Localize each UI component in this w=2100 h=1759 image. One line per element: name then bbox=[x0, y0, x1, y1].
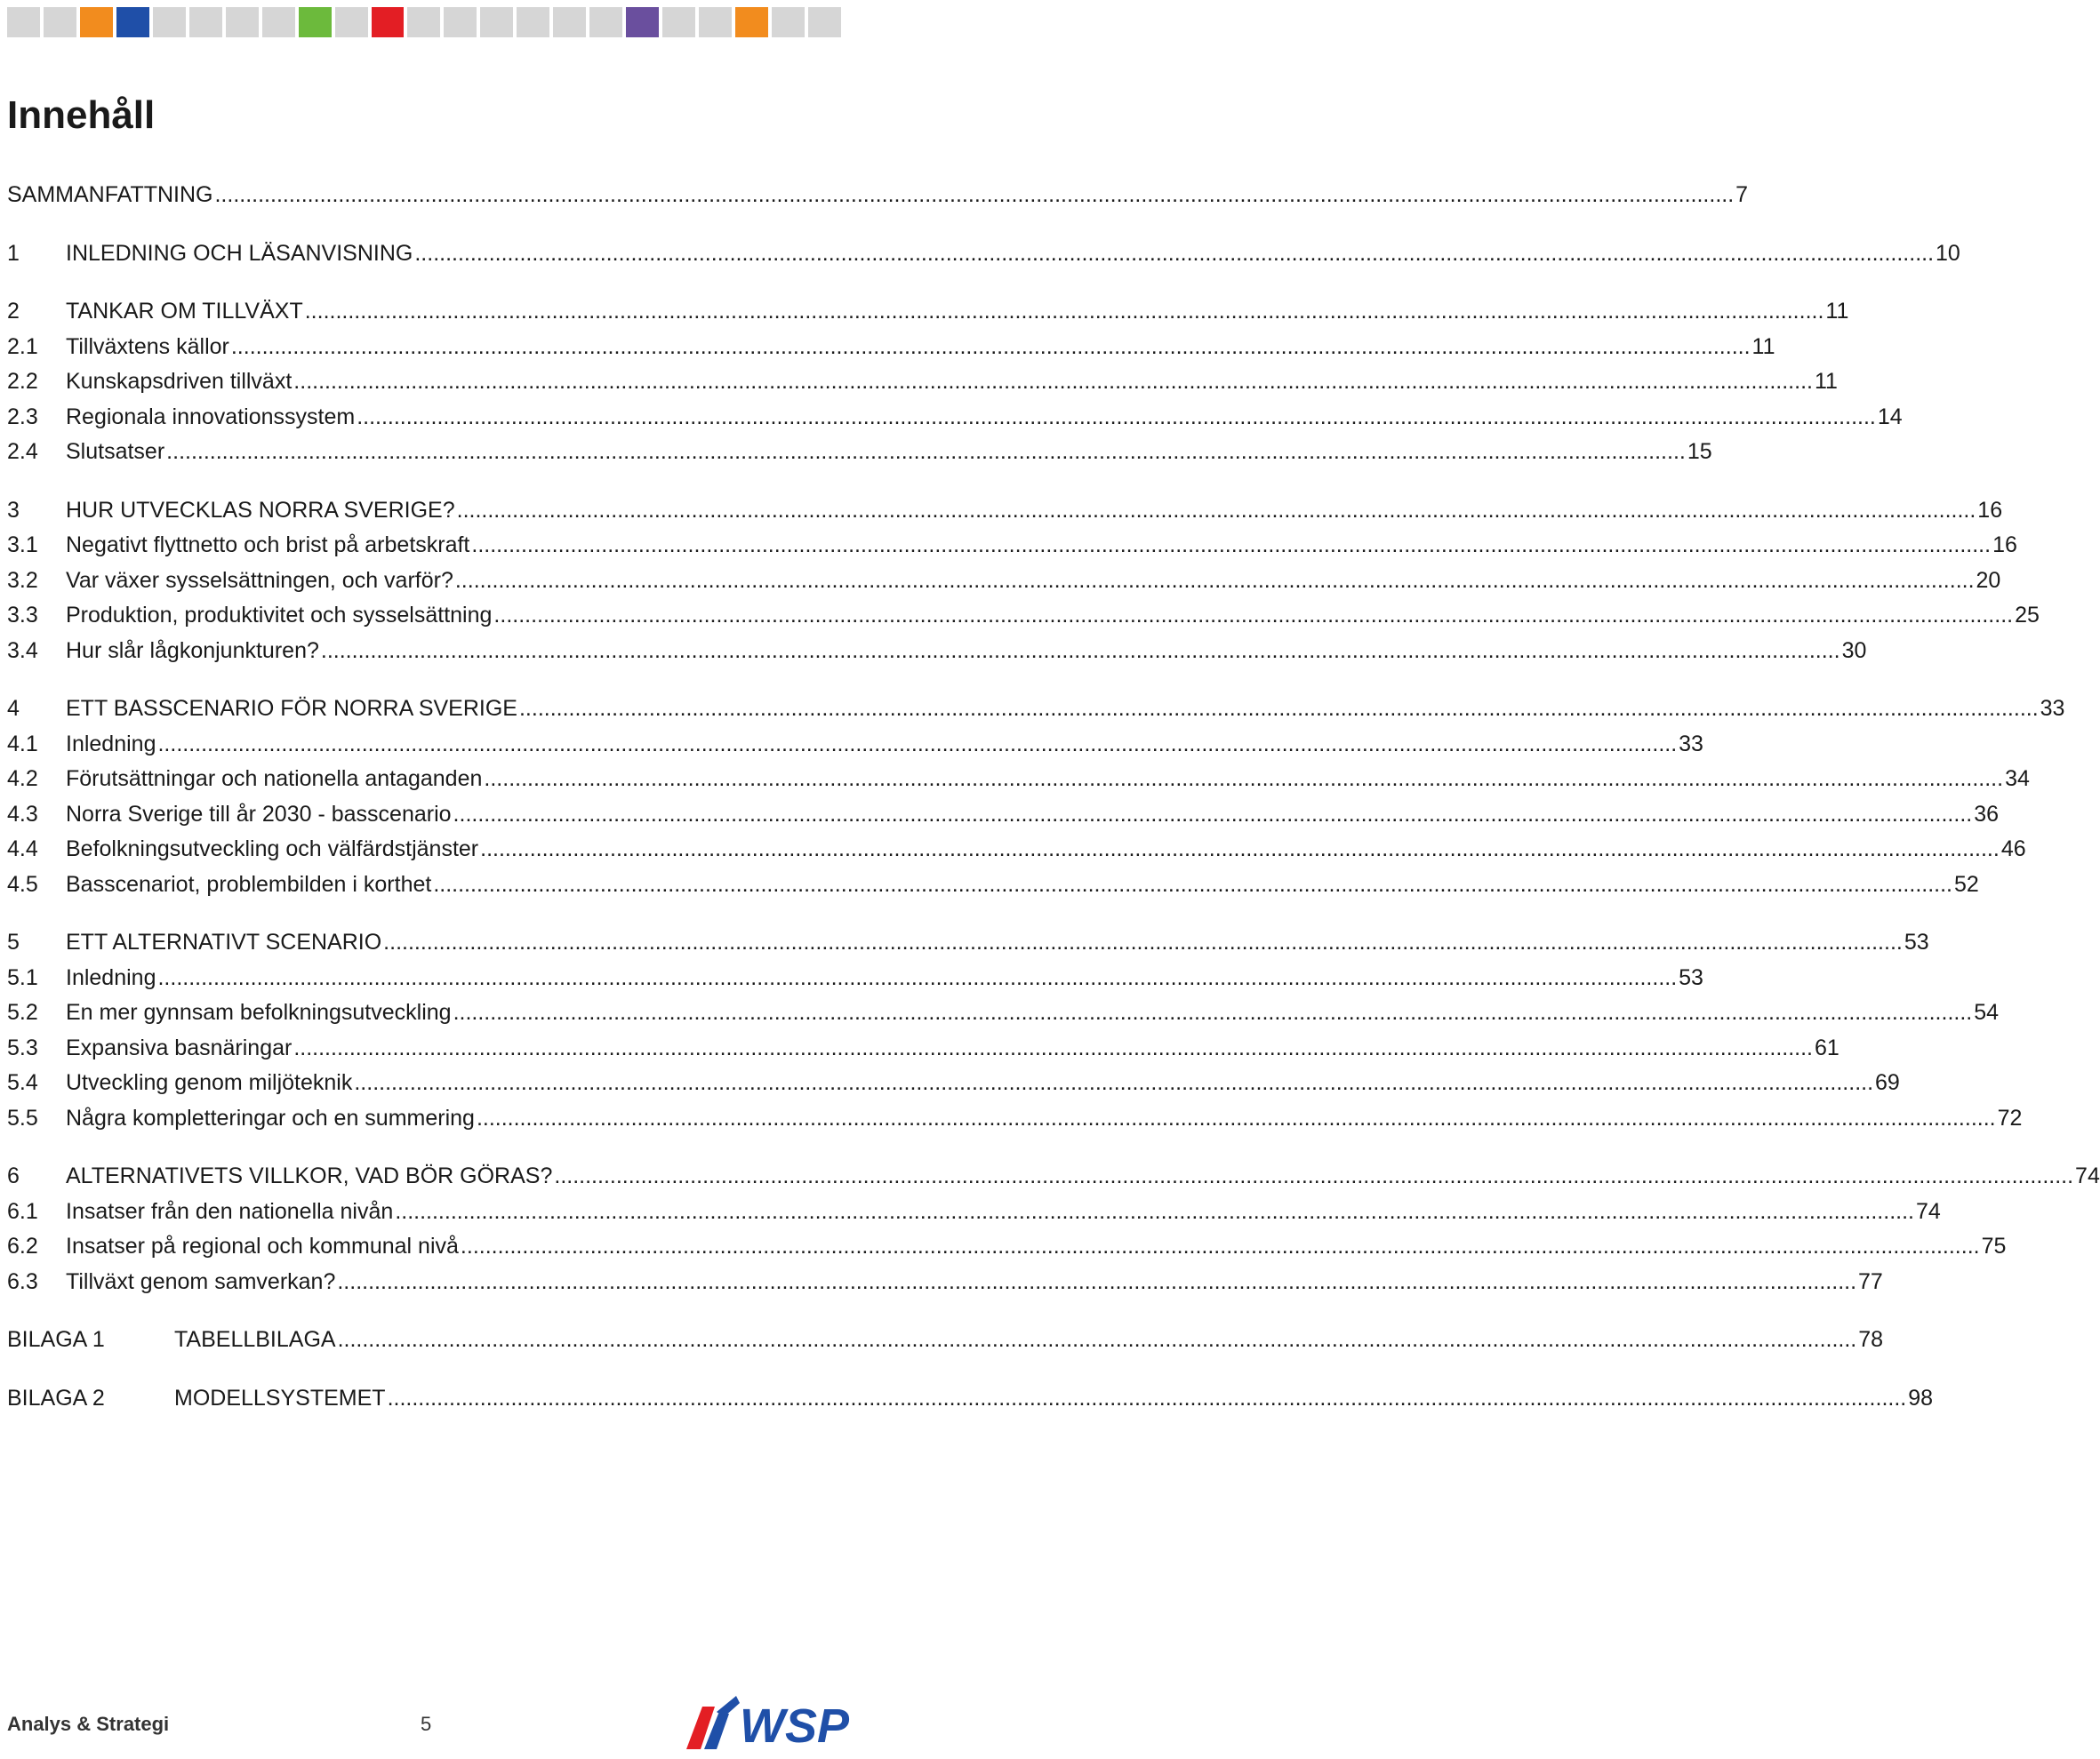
toc-entry-page: 25 bbox=[2015, 603, 2040, 628]
stripe-segment bbox=[553, 7, 586, 37]
toc-entry[interactable] bbox=[7, 493, 2003, 529]
toc-entry[interactable] bbox=[7, 178, 1749, 213]
toc-entry-number: 5.3 bbox=[7, 1035, 38, 1060]
toc-entry-page: 74 bbox=[1915, 1198, 1941, 1224]
toc-entry[interactable] bbox=[7, 797, 2000, 833]
dot-leader bbox=[383, 925, 1903, 961]
toc-entry[interactable] bbox=[7, 400, 1903, 436]
toc-entry-number: 2.1 bbox=[7, 333, 38, 359]
stripe-segment bbox=[407, 7, 440, 37]
toc-entry-label: Förutsättningar och nationella antaganden bbox=[66, 766, 483, 791]
toc-entry[interactable] bbox=[7, 1101, 2023, 1137]
toc-entry[interactable] bbox=[7, 1195, 1941, 1230]
toc-entry-number: 1 bbox=[7, 240, 20, 266]
dot-leader bbox=[354, 1066, 1873, 1101]
toc-entry-label: Basscenariot, problembilden i korthet bbox=[66, 871, 432, 897]
toc-entry-page: 20 bbox=[1976, 567, 2001, 593]
stripe-segment bbox=[189, 7, 222, 37]
toc-entry-label: Negativt flyttnetto och brist på arbetskraft bbox=[66, 532, 470, 557]
toc-entry-label: TANKAR OM TILLVÄXT bbox=[66, 299, 303, 324]
toc-entry-label: Inledning bbox=[66, 731, 156, 756]
toc-entry[interactable] bbox=[7, 364, 1838, 400]
toc-entry[interactable] bbox=[7, 1159, 2100, 1195]
toc-entry[interactable] bbox=[7, 1229, 2007, 1265]
toc-entry-page: 14 bbox=[1877, 404, 1903, 429]
toc-entry-number: 4 bbox=[7, 696, 20, 721]
toc-entry-label: Expansiva basnäringar bbox=[66, 1035, 293, 1060]
stripe-segment bbox=[262, 7, 295, 37]
stripe-segment bbox=[808, 7, 841, 37]
toc-entry-label: MODELLSYSTEMET bbox=[174, 1385, 386, 1411]
toc-entry-number: 2 bbox=[7, 299, 20, 324]
toc-entry-label: Hur slår lågkonjunkturen? bbox=[66, 637, 319, 663]
toc-entry[interactable] bbox=[7, 961, 1703, 996]
stripe-segment bbox=[735, 7, 768, 37]
table-of-contents bbox=[7, 178, 2100, 1416]
stripe-segment bbox=[662, 7, 695, 37]
toc-entry[interactable] bbox=[7, 564, 2001, 599]
toc-entry-page: 33 bbox=[1679, 731, 1703, 756]
dot-leader bbox=[357, 400, 1876, 436]
toc-entry-label: Insatser från den nationella nivån bbox=[66, 1198, 394, 1224]
stripe-segment bbox=[372, 7, 405, 37]
toc-entry-page: 72 bbox=[1997, 1105, 2023, 1131]
toc-entry-page: 11 bbox=[1814, 369, 1838, 394]
toc-entry-number: 5.5 bbox=[7, 1105, 38, 1131]
toc-entry[interactable] bbox=[7, 236, 1960, 272]
toc-entry-page: 7 bbox=[1735, 182, 1749, 207]
stripe-segment bbox=[116, 7, 149, 37]
toc-entry-label: Några kompletteringar och en summering bbox=[66, 1105, 475, 1131]
stripe-segment bbox=[7, 7, 40, 37]
toc-entry-number: 5.2 bbox=[7, 1000, 38, 1025]
toc-entry-number: 3.3 bbox=[7, 603, 38, 628]
dot-leader bbox=[166, 435, 1686, 470]
dot-leader bbox=[157, 727, 1677, 763]
dot-leader bbox=[493, 598, 2013, 634]
stripe-segment bbox=[480, 7, 513, 37]
toc-entry-label: ETT ALTERNATIVT SCENARIO bbox=[66, 930, 382, 955]
toc-entry-page: 98 bbox=[1908, 1385, 1934, 1411]
toc-entry[interactable] bbox=[7, 1381, 1934, 1417]
toc-entry[interactable] bbox=[7, 294, 1849, 330]
toc-entry-label: En mer gynnsam befolkningsutveckling bbox=[66, 1000, 452, 1025]
toc-entry-number: 3.4 bbox=[7, 637, 38, 663]
toc-entry-page: 36 bbox=[1974, 801, 2000, 827]
dot-leader bbox=[477, 1101, 1996, 1137]
toc-entry-number: BILAGA 2 bbox=[7, 1385, 105, 1411]
stripe-segment bbox=[699, 7, 732, 37]
toc-entry-number: 2.2 bbox=[7, 369, 38, 394]
toc-entry-page: 77 bbox=[1858, 1268, 1883, 1294]
toc-entry-label: Regionala innovationssystem bbox=[66, 404, 356, 429]
toc-entry-number: 4.5 bbox=[7, 871, 38, 897]
toc-entry-number: 2.4 bbox=[7, 439, 38, 464]
toc-entry-label: Var växer sysselsättningen, och varför? bbox=[66, 567, 453, 593]
stripe-segment bbox=[772, 7, 805, 37]
toc-entry-page: 78 bbox=[1858, 1327, 1884, 1352]
dot-leader bbox=[480, 832, 2000, 868]
stripe-segment bbox=[299, 7, 332, 37]
toc-entry-page: 15 bbox=[1687, 439, 1712, 464]
stripe-segment bbox=[517, 7, 549, 37]
footer-publisher: Analys & Strategi bbox=[7, 1713, 170, 1735]
toc-entry-number: 6.1 bbox=[7, 1198, 38, 1224]
toc-entry[interactable] bbox=[7, 528, 2017, 564]
toc-entry-number: 5.4 bbox=[7, 1070, 38, 1095]
toc-entry-page: 10 bbox=[1936, 240, 1960, 266]
toc-entry[interactable] bbox=[7, 692, 2065, 727]
toc-entry-number: 4.3 bbox=[7, 801, 38, 827]
dot-leader bbox=[455, 564, 1975, 599]
dot-leader bbox=[231, 330, 1751, 365]
toc-entry[interactable] bbox=[7, 1265, 1883, 1300]
stripe-segment bbox=[80, 7, 113, 37]
toc-entry-label: ETT BASSCENARIO FÖR NORRA SVERIGE bbox=[66, 696, 517, 721]
stripe-segment bbox=[335, 7, 368, 37]
toc-entry[interactable] bbox=[7, 995, 2000, 1031]
toc-entry[interactable] bbox=[7, 435, 1712, 470]
toc-entry-label: Utveckling genom miljöteknik bbox=[66, 1070, 353, 1095]
dot-leader bbox=[305, 294, 1824, 330]
toc-entry[interactable] bbox=[7, 832, 2026, 868]
dot-leader bbox=[484, 762, 2003, 797]
toc-entry-label: Insatser på regional och kommunal nivå bbox=[66, 1234, 459, 1259]
dot-leader bbox=[414, 236, 1934, 272]
toc-entry[interactable] bbox=[7, 762, 2030, 797]
toc-entry[interactable] bbox=[7, 868, 1979, 903]
toc-entry-page: 11 bbox=[1751, 333, 1775, 359]
toc-entry-number: 6.2 bbox=[7, 1234, 38, 1259]
toc-entry-label: ALTERNATIVETS VILLKOR, VAD BÖR GÖRAS? bbox=[66, 1163, 553, 1188]
toc-entry-page: 16 bbox=[1992, 532, 2017, 557]
toc-entry-number: 4.2 bbox=[7, 766, 38, 791]
toc-entry-page: 61 bbox=[1815, 1035, 1840, 1060]
toc-entry-number: 6 bbox=[7, 1163, 20, 1188]
toc-entry-page: 75 bbox=[1981, 1234, 2007, 1259]
toc-entry[interactable] bbox=[7, 727, 1703, 763]
dot-leader bbox=[471, 528, 1991, 564]
toc-entry[interactable] bbox=[7, 1066, 1900, 1101]
toc-entry-page: 53 bbox=[1904, 930, 1929, 955]
toc-entry[interactable] bbox=[7, 1323, 1884, 1358]
toc-entry-label: HUR UTVECKLAS NORRA SVERIGE? bbox=[66, 497, 455, 523]
stripe-segment bbox=[444, 7, 477, 37]
dot-leader bbox=[293, 364, 1813, 400]
toc-entry-number: 5.1 bbox=[7, 964, 38, 990]
dot-leader bbox=[337, 1265, 1856, 1300]
dot-leader bbox=[461, 1229, 1980, 1265]
toc-entry[interactable] bbox=[7, 634, 1867, 669]
toc-entry-number: 4.1 bbox=[7, 731, 38, 756]
toc-entry-page: 54 bbox=[1974, 1000, 2000, 1025]
logo-text: WSP bbox=[740, 1699, 850, 1753]
toc-entry-page: 30 bbox=[1841, 637, 1867, 663]
dot-leader bbox=[554, 1159, 2073, 1195]
dot-leader bbox=[157, 961, 1677, 996]
toc-entry-page: 16 bbox=[1977, 497, 2003, 523]
toc-entry[interactable] bbox=[7, 330, 1775, 365]
stripe-segment bbox=[589, 7, 622, 37]
stripe-segment bbox=[626, 7, 659, 37]
dot-leader bbox=[519, 692, 2039, 727]
toc-entry-page: 11 bbox=[1825, 299, 1849, 324]
toc-entry-number: 5 bbox=[7, 930, 20, 955]
toc-entry-label: Norra Sverige till år 2030 - basscenario bbox=[66, 801, 452, 827]
stripe-segment bbox=[44, 7, 76, 37]
toc-entry-number: 6.3 bbox=[7, 1268, 38, 1294]
toc-entry-page: 74 bbox=[2075, 1163, 2100, 1188]
dot-leader bbox=[338, 1323, 1857, 1358]
toc-entry-label: Befolkningsutveckling och välfärdstjänster bbox=[66, 836, 479, 861]
toc-entry-page: 52 bbox=[1954, 871, 1979, 897]
toc-entry-number: 3.2 bbox=[7, 567, 38, 593]
toc-entry-label: Kunskapsdriven tillväxt bbox=[66, 369, 293, 394]
toc-entry-label: SAMMANFATTNING bbox=[7, 182, 213, 207]
toc-entry[interactable] bbox=[7, 925, 1929, 961]
toc-entry-number: 3.1 bbox=[7, 532, 38, 557]
dot-leader bbox=[453, 995, 1973, 1031]
dot-leader bbox=[388, 1381, 1907, 1417]
toc-entry-number: 3 bbox=[7, 497, 20, 523]
toc-entry-page: 46 bbox=[2000, 836, 2026, 861]
dot-leader bbox=[321, 634, 1840, 669]
dot-leader bbox=[293, 1031, 1813, 1067]
toc-entry-label: TABELLBILAGA bbox=[174, 1327, 336, 1352]
color-stripe bbox=[7, 7, 841, 37]
stripe-segment bbox=[226, 7, 259, 37]
toc-entry-label: Slutsatser bbox=[66, 439, 165, 464]
logo-mark-icon bbox=[686, 1696, 740, 1749]
toc-entry-label: Inledning bbox=[66, 964, 156, 990]
toc-entry-page: 34 bbox=[2005, 766, 2030, 791]
toc-entry-label: Produktion, produktivitet och sysselsättning bbox=[66, 603, 493, 628]
page-number: 5 bbox=[421, 1713, 432, 1735]
toc-entry-number: 4.4 bbox=[7, 836, 38, 861]
toc-entry-page: 53 bbox=[1679, 964, 1703, 990]
dot-leader bbox=[395, 1195, 1914, 1230]
toc-entry-label: Tillväxtens källor bbox=[66, 333, 229, 359]
dot-leader bbox=[214, 178, 1734, 213]
toc-entry-number: BILAGA 1 bbox=[7, 1327, 105, 1352]
dot-leader bbox=[433, 868, 1952, 903]
toc-entry-label: Tillväxt genom samverkan? bbox=[66, 1268, 336, 1294]
toc-entry[interactable] bbox=[7, 1031, 1840, 1067]
dot-leader bbox=[457, 493, 1976, 529]
toc-entry-number: 2.3 bbox=[7, 404, 38, 429]
toc-entry-page: 33 bbox=[2040, 696, 2065, 721]
toc-entry-label: INLEDNING OCH LÄSANVISNING bbox=[66, 240, 413, 266]
toc-entry[interactable] bbox=[7, 598, 2040, 634]
dot-leader bbox=[453, 797, 1973, 833]
stripe-segment bbox=[153, 7, 186, 37]
wsp-logo bbox=[685, 1694, 850, 1751]
toc-entry-page: 69 bbox=[1875, 1070, 1900, 1095]
page-title: Innehåll bbox=[7, 93, 156, 137]
